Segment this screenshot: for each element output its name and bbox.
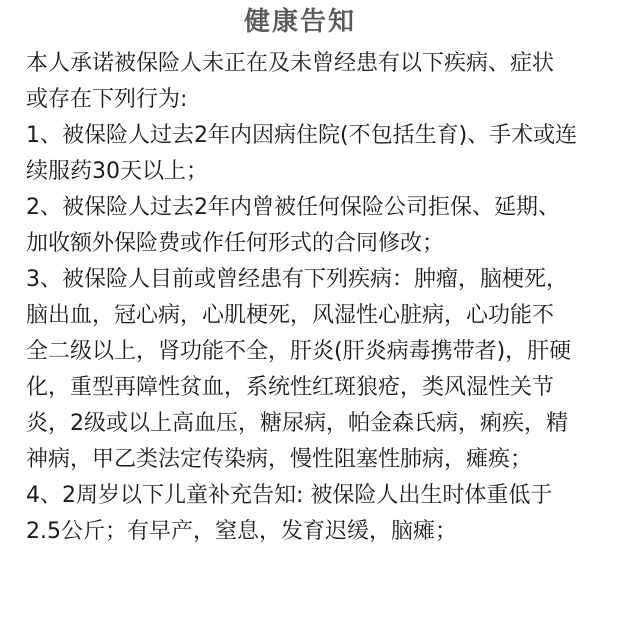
document-title: 健康告知 [243,7,356,37]
body-line: 或存在下列行为: [26,87,188,112]
body-line: 本人承诺被保险人未正在及未曾经患有以下疾病、症状 [26,51,555,76]
body-line: 化，重型再障性贫血，系统性红斑狼疮，类风湿性关节 [26,375,555,400]
body-line: 3、被保险人目前或曾经患有下列疾病：肿瘤，脑梗死， [26,267,568,292]
body-line: 炎，2级或以上高血压，糖尿病，帕金森氏病，痢疾，精 [26,411,568,436]
document-body [26,46,622,550]
body-line: 加收额外保险费或作任何形式的合同修改； [26,231,445,256]
body-line: 2、被保险人过去2年内曾被任何保险公司拒保、延期、 [26,195,560,220]
body-line: 全二级以上，肾功能不全，肝炎(肝炎病毒携带者)，肝硬 [26,339,572,364]
body-line: 神病，甲乙类法定传染病，慢性阻塞性肺病，瘫痪； [26,447,533,472]
body-line: 1、被保险人过去2年内因病住院(不包括生育)、手术或连 [26,123,578,148]
body-line: 续服药30天以上； [26,159,208,184]
body-line: 脑出血，冠心病，心肌梗死，风湿性心脏病，心功能不 [26,303,555,328]
body-line: 4、2周岁以下儿童补充告知: 被保险人出生时体重低于 [26,483,553,508]
body-line: 2.5公斤；有早产，窒息，发育迟缓，脑瘫； [26,519,457,544]
